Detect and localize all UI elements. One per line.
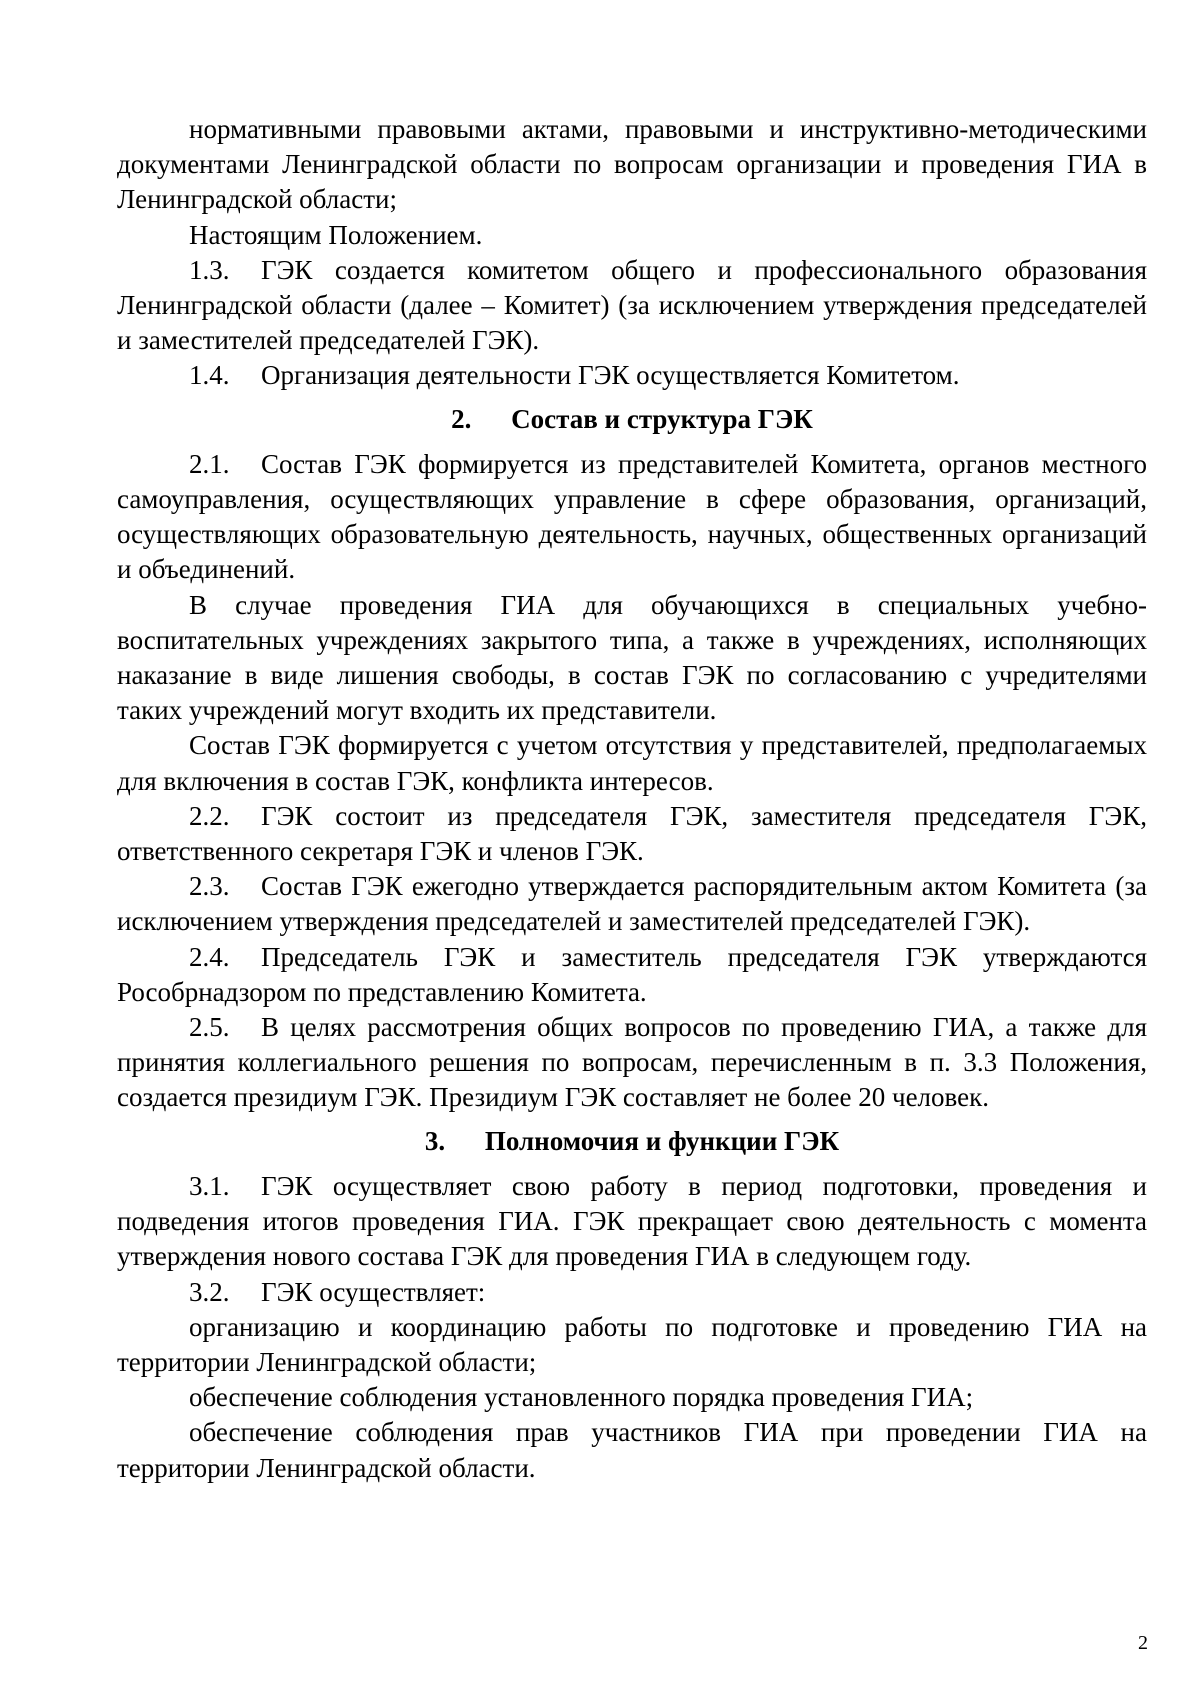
paragraph-2-5: 2.5. В целях рассмотрения общих вопросов по проведению ГИА, а также для принятия коллегиального решения по вопросам, перечисленным в п. 3.3 Положения, создается президиум ГЭК. Президиум ГЭК составляет не более 20 человек. <box>117 1012 1147 1113</box>
paragraph-number: 1.4. <box>189 360 230 391</box>
paragraph-number: 3.2. <box>189 1276 230 1307</box>
paragraph-1-4: 1.4. Организация деятельности ГЭК осуществляется Комитетом. <box>117 358 1147 393</box>
paragraph-top-1: нормативными правовыми актами, правовыми и инструктивно-методическими документами Ленинградской области по вопросам организации и проведения ГИА в Ленинградской области; <box>117 114 1147 215</box>
paragraph-2-1: 2.1. Состав ГЭК формируется из представителей Комитета, органов местного самоуправления, осуществляющих управление в сфере образования, организаций, осуществляющих образовательную деятельность, научных, общественных организаций и объединений. <box>117 448 1147 585</box>
paragraph-3-2-c: обеспечение соблюдения прав участников ГИА при проведении ГИА на территории Ленинградской области. <box>117 1417 1147 1483</box>
section-title: Полномочия и функции ГЭК <box>484 1125 840 1156</box>
paragraph-number: 2.2. <box>189 800 230 831</box>
paragraph-2-1-b: В случае проведения ГИА для обучающихся в специальных учебно-воспитательных учреждениях закрытого типа, а также в учреждениях, исполняющих наказание в виде лишения свободы, в состав ГЭК по согласованию с учредителями таких учреждений могут входить их представители. <box>117 589 1147 726</box>
paragraph-1-3: 1.3. ГЭК создается комитетом общего и профессионального образования Ленинградской области (далее – Комитет) (за исключением утверждения председателей и заместителей председателей ГЭК). <box>117 254 1147 356</box>
paragraph-number: 2.1. <box>189 448 230 479</box>
paragraph-number: 2.4. <box>189 941 230 972</box>
section-heading-2 <box>117 402 1147 437</box>
page-number: 2 <box>1138 1632 1148 1654</box>
paragraph-2-4: 2.4. Председатель ГЭК и заместитель председателя ГЭК утверждаются Рособрнадзором по представлению Комитета. <box>117 941 1147 1007</box>
section-title: Состав и структура ГЭК <box>511 403 813 434</box>
paragraph-3-1: 3.1. ГЭК осуществляет свою работу в период подготовки, проведения и подведения итогов проведения ГИА. ГЭК прекращает свою деятельность с момента утверждения нового состава ГЭК для проведения ГИА в следующем году. <box>117 1170 1147 1272</box>
paragraph-number: 2.3. <box>189 871 230 902</box>
paragraph-number: 3.1. <box>189 1170 230 1201</box>
paragraph-2-2: 2.2. ГЭК состоит из председателя ГЭК, заместителя председателя ГЭК, ответственного секретаря ГЭК и членов ГЭК. <box>117 800 1147 867</box>
paragraph-3-2: 3.2. ГЭК осуществляет: <box>117 1275 1147 1310</box>
section-number: 3. <box>424 1125 446 1156</box>
paragraph-2-3: 2.3. Состав ГЭК ежегодно утверждается распорядительным актом Комитета (за исключением утверждения председателей и заместителей председателей ГЭК). <box>117 871 1147 937</box>
section-number: 2. <box>451 403 472 434</box>
paragraph-3-2-b: обеспечение соблюдения установленного порядка проведения ГИА; <box>189 1382 974 1413</box>
paragraph-number: 2.5. <box>189 1012 230 1043</box>
paragraph-number: 1.3. <box>189 254 230 285</box>
document-page <box>117 112 1147 1486</box>
paragraph-3-2-a: организацию и координацию работы по подготовке и проведению ГИА на территории Ленинградской области; <box>117 1311 1147 1377</box>
section-heading-3 <box>117 1124 1147 1159</box>
paragraph-top-2: Настоящим Положением. <box>189 219 483 250</box>
paragraph-2-1-c: Состав ГЭК формируется с учетом отсутствия у представителей, предполагаемых для включения в состав ГЭК, конфликта интересов. <box>117 730 1147 796</box>
